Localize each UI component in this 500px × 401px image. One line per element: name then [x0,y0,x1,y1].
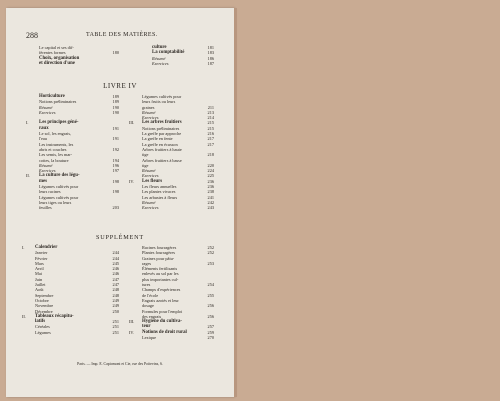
toc-entry-title: Graines pour pâtu- [142,255,175,261]
toc-entry-title: Exercices [142,205,159,211]
toc-page-number: 198 [112,189,119,195]
toc-page-number: 252 [207,250,214,256]
toc-entry-title: Choix, organisation [39,55,80,61]
toc-entry-title: Les plantes vivaces [142,189,176,195]
toc-entry-title: rages [142,260,152,266]
section-numeral: IV. [129,178,135,184]
toc-entry-title: tures [142,282,151,288]
toc-entry-title: Août [35,287,44,293]
toc-page-number: 213 [207,109,214,115]
toc-entry-title: Février [35,255,48,261]
toc-page-number: 270 [207,335,214,341]
toc-entry-title: leurs fruits ou leurs [142,99,176,105]
toc-page-number: 181 [207,45,214,50]
page-number: 288 [26,31,38,40]
toc-entry-title: Les instruments, les [39,141,74,147]
toc-entry-title: La greffe par approche [142,131,182,137]
toc-entry-title: Légumes cultivés pour [142,94,182,99]
toc-entry-title: Les semis, les mar- [39,152,73,158]
toc-entry-title: latifs [35,319,46,325]
toc-page-number: 215 [207,120,214,126]
toc-entry-title: dosage [142,303,154,309]
toc-page-number: 246 [112,266,119,272]
toc-entry-title: Notions préliminaires [142,125,180,131]
toc-entry-title: Légumes [35,329,51,335]
toc-entry [142,205,214,210]
toc-page-number: 255 [207,292,214,298]
toc-entry-title: Exercices [142,173,159,179]
toc-top-right [152,45,214,66]
toc-page-number: 252 [207,245,214,250]
toc-page-number: 245 [112,260,119,266]
toc-page-number: 183 [207,50,214,56]
toc-entry-title: Janvier [35,250,48,256]
toc-entry-title: La greffe en fente [142,136,173,142]
toc-page-number: 238 [207,189,214,195]
toc-entry-title: Tableaux récapitu- [35,313,74,319]
toc-page-number: 259 [207,329,214,335]
toc-livre-right [129,94,214,211]
toc-page-number: 192 [112,146,119,152]
toc-page-number: 249 [112,303,119,309]
toc-page-number: 248 [112,292,119,298]
toc-entry-title: Résumé [142,199,156,205]
toc-entry-title: Arbres fruitiers à haute [142,146,182,152]
toc-page-number: 251 [112,319,119,325]
toc-entry-title: de l'école [142,292,159,298]
toc-entry-title: Éléments fertilisants [142,266,178,272]
toc-entry-title: Exercices [39,168,56,174]
toc-entry-title: Notions de droit rural [142,329,187,335]
toc-entry-title: Mars [35,260,44,266]
toc-entry [39,61,119,66]
toc-entry-title: Horticulture [39,94,65,99]
toc-entry-title: Calendrier [35,245,58,250]
toc-entry-title: Décembre [35,308,53,314]
toc-page-number: 214 [207,115,214,121]
toc-entry-title: et direction d'une [39,60,75,66]
toc-page-number: 249 [112,297,119,303]
toc-entry-title: mes [39,178,47,184]
toc-page-number: 187 [207,60,214,66]
toc-page-number: 196 [112,162,119,168]
toc-entry-title: Les fleurs annuelles [142,184,177,190]
toc-page-number: 256 [207,313,214,319]
toc-page-number: 190 [112,109,119,115]
toc-entry-title: Engrais azotés et leur [142,297,179,303]
toc-entry-title: Novembre [35,303,54,309]
toc-livre-left [26,94,119,211]
toc-entry-title: tige [142,152,149,158]
toc-page-number: 242 [207,199,214,205]
toc-entry-title: Le sol, les engrais, [39,131,72,137]
printer-imprint: Paris. — Imp. E. Capiomont et Cie, rue des Poitevins, 6. [77,362,163,366]
toc-page-number: 248 [112,287,119,293]
toc-entry-title: Plantes fourragères [142,250,176,256]
toc-page-number: 197 [112,168,119,174]
toc-entry-title: La greffe en écusson [142,141,178,147]
toc-entry-title: Résumé [39,104,53,110]
toc-entry-title: Racines fourragères [142,245,177,250]
toc-page-number: 217 [207,141,214,147]
toc-page-number: 236 [207,178,214,184]
toc-entry-title: Résumé [142,168,156,174]
section-numeral: I. [26,120,29,126]
toc-page-number: 217 [207,136,214,142]
toc-entry-title: leurs tiges ou leurs [39,199,72,205]
toc-entry-title: raux [39,125,49,131]
toc-entry-title: l'eau [39,136,47,142]
toc-page-number: 191 [112,136,119,142]
toc-entry-title: Octobre [35,297,49,303]
toc-page-number: 257 [207,324,214,330]
section-numeral: III. [129,120,135,126]
toc-page-number: 236 [207,184,214,190]
toc-top-left [39,45,119,66]
toc-page-number: 203 [112,205,119,211]
toc-entry-title: Les arbustes à fleurs [142,194,178,200]
toc-entry [35,330,119,335]
section-numeral: II. [22,313,26,319]
toc-entry-title: Légumes cultivés pour [39,194,79,200]
toc-entry-title: Céréales [35,324,50,330]
toc-entry [152,61,214,66]
supplement-heading: SUPPLÉMENT [96,234,144,241]
toc-page-number: 191 [112,125,119,131]
toc-page-number: 251 [112,329,119,335]
toc-page-number: 190 [112,104,119,110]
toc-page-number: 215 [207,125,214,131]
book-page [6,8,234,397]
toc-entry-title: La culture des légu- [39,173,80,179]
toc-entry-title: graines [142,104,155,110]
toc-page-number: 218 [207,152,214,158]
toc-entry-title: Exercices [152,60,169,66]
toc-entry-title: plus importantes cul- [142,276,179,282]
toc-entry-title: Le capital et ses dif- [39,45,74,50]
toc-page-number: 189 [112,94,119,99]
toc-page-number: 253 [207,260,214,266]
toc-entry-title: Juillet [35,282,46,288]
section-numeral: II. [26,173,30,179]
section-numeral: I. [22,245,25,250]
toc-entry-title: Exercices [39,109,56,115]
toc-page-number: 225 [207,173,214,179]
toc-entry-title: Hygiène du cultiva- [142,319,182,325]
toc-entry [142,335,214,340]
toc-entry-title: Notions préliminaires [39,99,77,105]
toc-entry-title: culture [152,45,167,50]
toc-entry-title: Mai [35,271,42,277]
toc-page-number: 180 [112,50,119,56]
livre-heading: LIVRE IV [103,82,137,90]
toc-entry-title: Champs d'expériences [142,287,181,293]
toc-entry [39,205,119,210]
running-title: TABLE DES MATIÈRES. [86,32,158,38]
toc-supplement-left [22,245,119,335]
toc-page-number: 194 [112,157,119,163]
page-gutter [234,8,237,397]
toc-page-number: 243 [207,205,214,211]
toc-entry-title: Lexique [142,335,157,341]
toc-entry-title: Résumé [39,162,53,168]
toc-entry-title: férentes formes [39,50,66,56]
section-numeral: IV. [129,329,135,335]
toc-page-number: 216 [207,131,214,137]
toc-entry-title: des engrais [142,313,162,319]
toc-page-number: 220 [207,162,214,168]
toc-entry-title: Formules pour l'emploi [142,308,183,314]
toc-entry-title: Les principes géné- [39,120,79,126]
toc-entry-title: leurs racines [39,189,61,195]
page-header [6,31,234,41]
toc-entry-title: Les arbres fruitiers [142,120,182,126]
toc-entry-title: La comptabilité [152,50,185,56]
toc-entry-title: abris et couches [39,146,67,152]
toc-page-number: 211 [207,104,214,110]
toc-page-number: 198 [112,178,119,184]
toc-entry-title: feuilles [39,205,52,211]
toc-page-number: 247 [112,282,119,288]
toc-entry-title: Arbres fruitiers à basse [142,157,182,163]
toc-page-number: 241 [207,194,214,200]
toc-entry-title: cottes, la bouture [39,157,69,163]
toc-page-number: 251 [112,324,119,330]
section-numeral: III. [129,319,135,325]
toc-entry-title: Résumé [152,55,166,61]
toc-entry-title: Exercices [142,115,159,121]
toc-page-number: 247 [112,276,119,282]
toc-page-number: 244 [112,255,119,261]
toc-entry-title: tige [142,162,149,168]
toc-page-number: 254 [207,282,214,288]
toc-page-number: 244 [112,250,119,256]
toc-page-number: 186 [207,55,214,61]
toc-entry-title: Les fleurs [142,178,163,184]
toc-entry-title: Résumé [142,109,156,115]
toc-entry-title: Avril [35,266,44,272]
toc-page-number: 189 [112,99,119,105]
toc-supplement-right [129,245,214,341]
toc-entry-title: enlevés au sol par les [142,271,179,277]
toc-entry-title: Septembre [35,292,54,298]
toc-entry-title: Légumes cultivés pour [39,184,79,190]
toc-page-number: 256 [207,303,214,309]
toc-entry-title: teur [142,324,151,330]
toc-entry-title: Juin [35,276,43,282]
toc-page-number: 246 [112,271,119,277]
toc-page-number: 250 [112,308,119,314]
toc-page-number: 224 [207,168,214,174]
